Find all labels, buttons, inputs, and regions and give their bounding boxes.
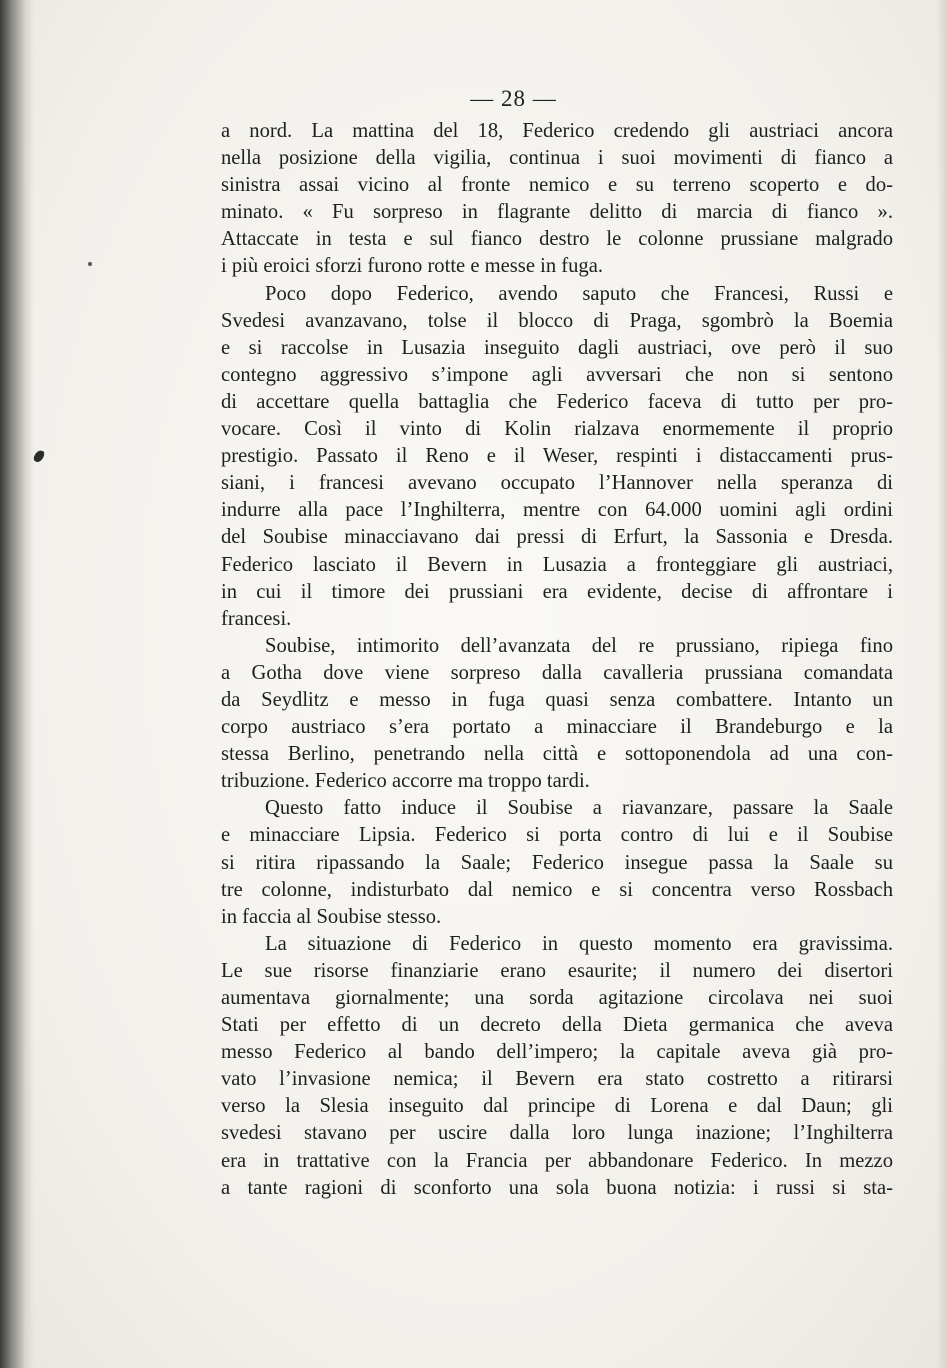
text-line: in cui il timore dei prussiani era evidente, decise di affrontare i (221, 580, 893, 603)
text-line: prestigio. Passato il Reno e il Weser, respinti i distaccamenti prus- (221, 445, 893, 468)
text-line: e si raccolse in Lusazia inseguito dagli austriaci, ove però il suo (221, 336, 893, 359)
text-line: siani, i francesi avevano occupato l’Hannover nella speranza di (221, 472, 893, 495)
text-line: sinistra assai vicino al fronte nemico e su terreno scoperto e do- (221, 174, 893, 197)
text-line: La situazione di Federico in questo momento era gravissima. (265, 932, 893, 955)
text-line: messo Federico al bando dell’impero; la capitale aveva già pro- (221, 1041, 893, 1064)
page-number: — 28 — (470, 86, 557, 111)
text-line: minato. « Fu sorpreso in flagrante delitto di marcia di fianco ». (221, 201, 893, 224)
text-line: a tante ragioni di sconforto una sola buona notizia: i russi si sta- (221, 1176, 893, 1199)
text-line: aumentava giornalmente; una sorda agitazione circolava nei suoi (221, 987, 893, 1009)
text-line: di accettare quella battaglia che Federico faceva di tutto per pro- (221, 390, 893, 413)
ink-blot (32, 448, 46, 464)
body-text (221, 118, 893, 1202)
text-line: Soubise, intimorito dell’avanzata del re prussiano, ripiega fino (265, 634, 893, 657)
text-line: Poco dopo Federico, avendo saputo che Francesi, Russi e (265, 282, 893, 305)
text-line: Stati per effetto di un decreto della Dieta germanica che aveva (221, 1014, 893, 1037)
text-line: stessa Berlino, penetrando nella città e sottoponendola ad una con- (221, 743, 893, 766)
text-line: e minacciare Lipsia. Federico si porta contro di lui e il Soubise (221, 824, 893, 847)
text-line: vato l’invasione nemica; il Bevern era stato costretto a ritirarsi (221, 1068, 893, 1091)
text-line: da Seydlitz e messo in fuga quasi senza combattere. Intanto un (221, 688, 893, 711)
text-line: del Soubise minacciavano dai pressi di Erfurt, la Sassonia e Dresda. (221, 526, 893, 549)
text-line: contegno aggressivo s’impone agli avversari che non si sentono (221, 363, 893, 386)
text-line: nella posizione della vigilia, continua i suoi movimenti di fianco a (221, 147, 893, 170)
text-line: i più eroici sforzi furono rotte e messe in fuga. (221, 255, 604, 278)
text-line: Attaccate in testa e sul fianco destro le colonne prussiane malgrado (221, 228, 893, 251)
text-line: a Gotha dove viene sorpreso dalla cavalleria prussiana comandata (221, 661, 893, 684)
text-line: a nord. La mattina del 18, Federico credendo gli austriaci ancora (221, 120, 893, 142)
text-line: francesi. (221, 607, 292, 630)
text-line: indurre alla pace l’Inghilterra, mentre con 64.000 uomini agli ordini (221, 499, 893, 522)
text-line: Svedesi avanzavano, tolse il blocco di Praga, sgombrò la Boemia (221, 309, 893, 332)
text-line: svedesi stavano per uscire dalla loro lunga inazione; l’Inghilterra (221, 1122, 893, 1145)
page-edge (937, 0, 947, 1368)
text-line: tre colonne, indisturbato dal nemico e si concentra verso Rossbach (221, 878, 893, 901)
text-line: in faccia al Soubise stesso. (221, 905, 442, 928)
text-line: vocare. Così il vinto di Kolin rialzava enormemente il proprio (221, 418, 893, 441)
binding-shadow (0, 0, 34, 1368)
text-line: verso la Slesia inseguito dal principe di Lorena e dal Daun; gli (221, 1095, 893, 1118)
text-line: Le sue risorse finanziarie erano esaurite; il numero dei disertori (221, 959, 893, 982)
ink-speck (88, 262, 92, 266)
text-line: corpo austriaco s’era portato a minacciare il Brandeburgo e la (221, 716, 893, 739)
text-line: era in trattative con la Francia per abbandonare Federico. In mezzo (221, 1149, 893, 1172)
text-line: si ritira ripassando la Saale; Federico insegue passa la Saale su (221, 851, 893, 874)
text-line: Questo fatto induce il Soubise a riavanzare, passare la Saale (265, 797, 893, 820)
text-line: tribuzione. Federico accorre ma troppo tardi. (221, 770, 590, 793)
text-line: Federico lasciato il Bevern in Lusazia a fronteggiare gli austriaci, (221, 553, 893, 576)
